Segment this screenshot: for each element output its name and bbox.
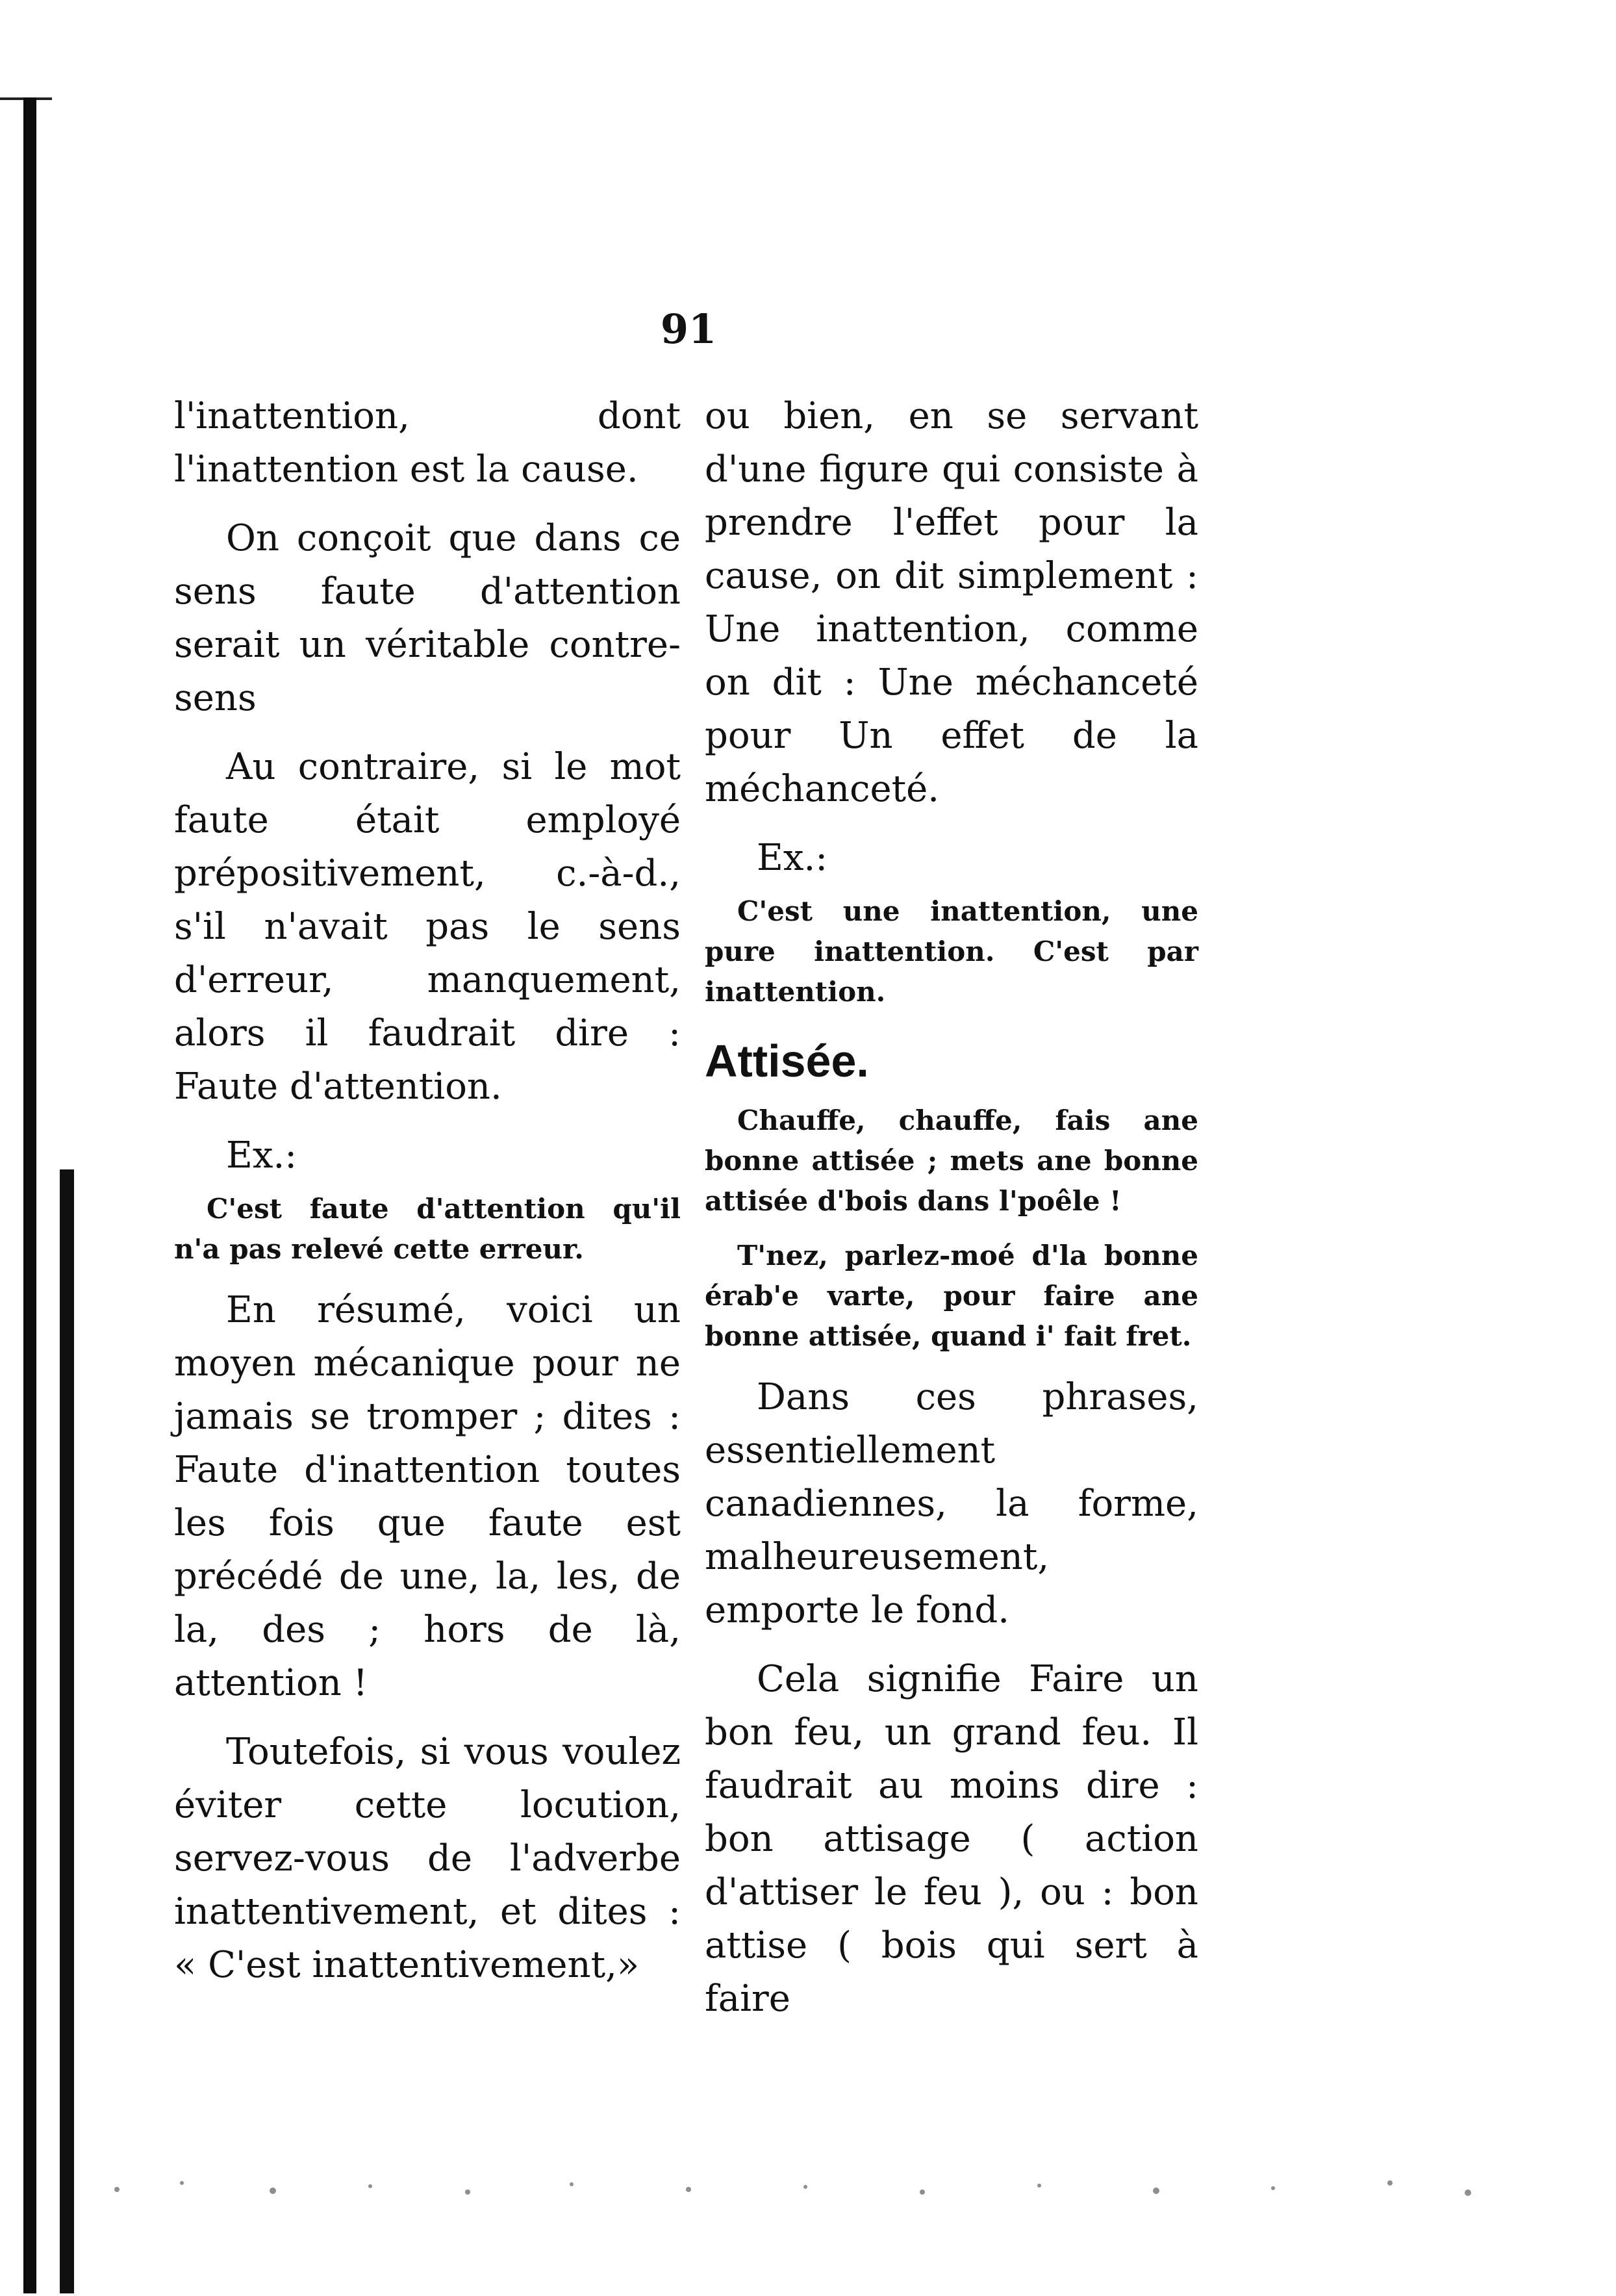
example-sentence: C'est une inattention, une pure inattention. C'est par inattention. <box>705 895 1198 1008</box>
example-sentence: C'est faute d'attention qu'il n'a pas relevé cette erreur. <box>174 1193 681 1265</box>
left-column <box>174 390 681 2008</box>
page-binding-edge <box>23 97 36 2293</box>
paragraph: ou bien, en se servant d'une figure qui consiste à prendre l'effet pour la cause, on dit simplement : Une inattention, comme on dit : Une méchanceté pour Un effet de la méchanceté. <box>705 395 1198 810</box>
example-sentence: Chauffe, chauffe, fais ane bonne attisée ; mets ane bonne attisée d'bois dans l'poêle ! <box>705 1104 1198 1217</box>
page-binding-shadow <box>60 1169 74 2293</box>
paragraph: Dans ces phrases, essentiellement canadiennes, la forme, malheureusement, emporte le fond. <box>705 1376 1198 1631</box>
paragraph: On conçoit que dans ce sens faute d'attention serait un véritable contre-sens <box>174 517 681 719</box>
example-label: Ex.: <box>226 1134 297 1177</box>
entry-heading: Attisée. <box>705 1036 869 1086</box>
page-number: 91 <box>660 305 717 353</box>
right-column <box>705 390 1198 2041</box>
paragraph: En résumé, voici un moyen mécanique pour ne jamais se tromper ; dites : Faute d'inattention toutes les fois que faute est précédé de une, la, les, de la, des ; hors de là, attention ! <box>174 1289 681 1704</box>
example-sentence: T'nez, parlez-moé d'la bonne érab'e varte, pour faire ane bonne attisée, quand i' fait fret. <box>705 1240 1198 1352</box>
paragraph: Au contraire, si le mot faute était employé prépositivement, c.-à-d., s'il n'avait pas le sens d'erreur, manquement, alors il faudrait dire : Faute d'attention. <box>174 746 681 1108</box>
paragraph: Cela signifie Faire un bon feu, un grand feu. Il faudrait au moins dire : bon attisage ( action d'attiser le feu ), ou : bon attise ( bois qui sert à faire <box>705 1658 1198 2020</box>
scan-noise <box>104 2163 1500 2202</box>
example-label: Ex.: <box>757 837 828 879</box>
paragraph: Toutefois, si vous voulez éviter cette locution, servez-vous de l'adverbe inattentivement, et dites : « C'est inattentivement,» <box>174 1731 681 1986</box>
paragraph: l'inattention, dont l'inattention est la cause. <box>174 395 681 491</box>
